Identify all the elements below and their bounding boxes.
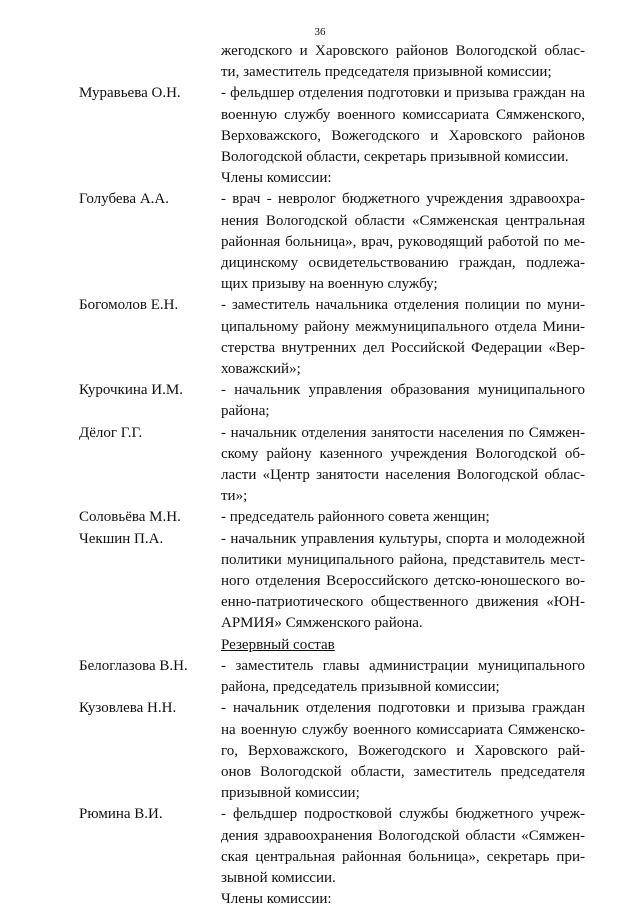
member-entry xyxy=(0,656,640,698)
text-line: Верховажского, Вожегодского и Харовского районов xyxy=(221,127,585,144)
text-line: дицинскому освидетельствованию граждан, подлежа- xyxy=(221,255,585,272)
text-line: ти»; xyxy=(221,488,248,505)
text-line: ного отделения Всероссийского детско-юношеского во- xyxy=(221,573,585,590)
text-line: - фельдшер подростковой службы бюджетного учреж- xyxy=(221,806,585,823)
text-line: районная больница», врач, руководящий работой по ме- xyxy=(221,233,585,250)
text-line: - начальник отделения занятости населения по Сямжен- xyxy=(221,424,585,441)
intro-description xyxy=(221,41,585,83)
text-line: щих призыву на военную службу; xyxy=(221,276,438,293)
text-line: - заместитель начальника отделения полиции по муни- xyxy=(221,297,585,314)
text-line: - начальник управления культуры, спорта и молодежной xyxy=(221,530,585,547)
member-entry xyxy=(0,189,640,295)
member-entry xyxy=(0,804,640,889)
member-entry xyxy=(0,698,640,804)
member-entry xyxy=(0,83,640,168)
member-role-description xyxy=(221,656,585,698)
text-line: онов Вологодской области, заместитель председателя xyxy=(221,763,585,780)
text-line: - председатель районного совета женщин; xyxy=(221,509,490,526)
member-name: Кузовлева Н.Н. xyxy=(79,700,177,717)
text-line: стерства внутренних дел Российской Федерации «Вер- xyxy=(221,339,585,356)
member-name: Рюмина В.И. xyxy=(79,806,163,823)
section-heading: Резервный состав xyxy=(221,636,335,653)
section-heading: Члены комиссии: xyxy=(221,170,332,187)
member-name: Соловьёва М.Н. xyxy=(79,509,181,526)
member-role-description xyxy=(221,189,585,295)
text-line: - заместитель главы администрации муниципального xyxy=(221,657,585,674)
commission-list xyxy=(0,41,640,910)
member-name: Голубева А.А. xyxy=(79,191,169,208)
text-line: ципальному району межмуниципального отдела Мини- xyxy=(221,318,585,335)
text-line: Вологодской области, секретарь призывной комиссии. xyxy=(221,149,569,166)
text-line: зывной комиссии. xyxy=(221,869,336,886)
text-line: района; xyxy=(221,403,270,420)
member-entry xyxy=(0,295,640,380)
text-line: военную службу военного комиссариата Сямженского, xyxy=(221,106,585,123)
member-name: Белоглазова В.Н. xyxy=(79,657,188,674)
page-number: 36 xyxy=(314,26,326,38)
text-line: - врач - невролог бюджетного учреждения здравоохра- xyxy=(221,191,585,208)
text-line: ская центральная районная больница», секретарь при- xyxy=(221,848,585,865)
member-name: Муравьева О.Н. xyxy=(79,85,181,102)
member-name: Богомолов Е.Н. xyxy=(79,297,179,314)
member-role-description xyxy=(221,507,585,528)
text-line: - начальник управления образования муниципального xyxy=(221,382,585,399)
member-role-description xyxy=(221,529,585,635)
text-line: ти, заместитель председателя призывной комиссии; xyxy=(221,64,552,81)
member-role-description xyxy=(221,83,585,168)
member-role-description xyxy=(221,423,585,508)
member-name: Чекшин П.А. xyxy=(79,530,164,547)
text-line: на военную службу военного комиссариата Сямженско- xyxy=(221,721,585,738)
text-line: политики муниципального района, представитель мест- xyxy=(221,551,585,568)
text-line: скому району казенного учреждения Вологодской об- xyxy=(221,445,585,462)
text-line: нения Вологодской области «Сямженская центральная xyxy=(221,212,585,229)
text-line: жегодского и Харовского районов Вологодской облас- xyxy=(221,43,585,59)
member-role-description xyxy=(221,380,585,422)
section-heading: Члены комиссии: xyxy=(221,891,332,908)
member-entry xyxy=(0,529,640,635)
member-role-description xyxy=(221,804,585,889)
text-line: ласти «Центр занятости населения Вологодской облас- xyxy=(221,467,585,484)
intro-continuation xyxy=(0,41,640,83)
member-entry xyxy=(0,380,640,422)
member-role-description xyxy=(221,295,585,380)
text-line: го, Верховажского, Вожегодского и Харовского рай- xyxy=(221,742,585,759)
member-name: Дёлог Г.Г. xyxy=(79,424,143,441)
member-entry xyxy=(0,423,640,508)
text-line: ховажский»; xyxy=(221,361,301,378)
text-line: дения здравоохранения Вологодской области «Сямжен- xyxy=(221,827,585,844)
text-line: енно-патриотического общественного движения «ЮН- xyxy=(221,594,585,611)
text-line: призывной комиссии; xyxy=(221,785,360,802)
text-line: АРМИЯ» Сямженского района. xyxy=(221,615,423,632)
member-name: Курочкина И.М. xyxy=(79,382,183,399)
text-line: - начальник отделения подготовки и призыва граждан xyxy=(221,700,585,717)
member-role-description xyxy=(221,698,585,804)
text-line: района, председатель призывной комиссии; xyxy=(221,679,500,696)
text-line: - фельдшер отделения подготовки и призыва граждан на xyxy=(221,85,585,102)
member-entry xyxy=(0,507,640,528)
